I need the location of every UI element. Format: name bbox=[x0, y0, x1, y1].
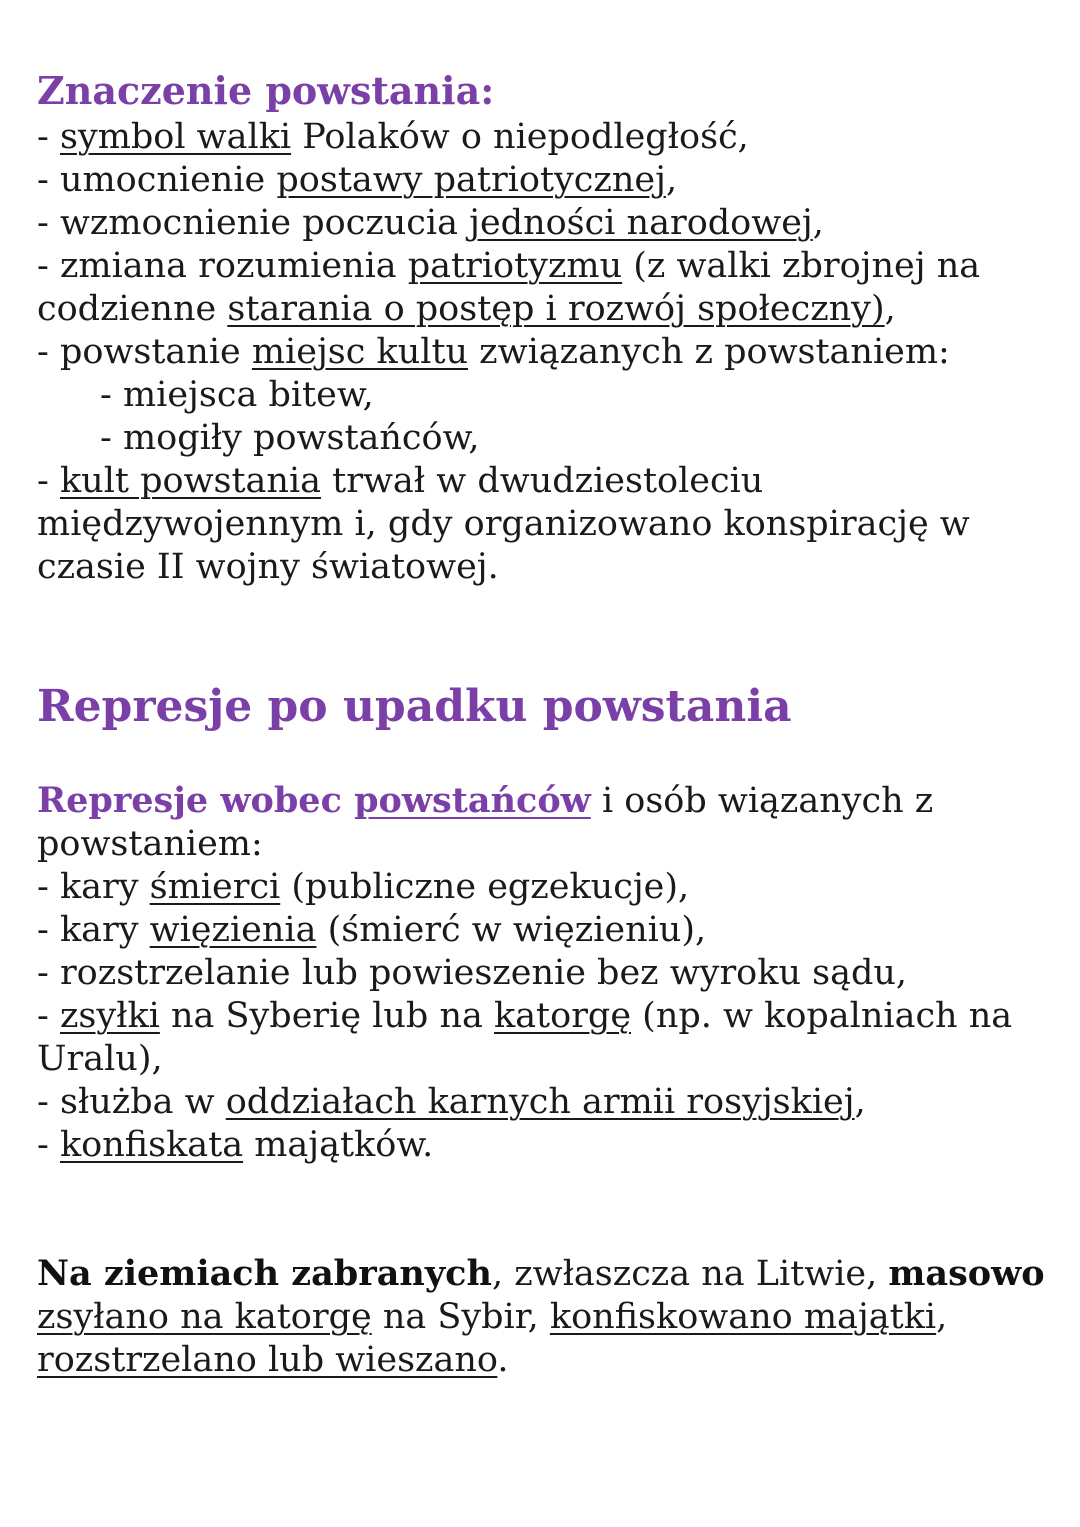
list-item: - zmiana rozumienia patriotyzmu (z walki zbrojnej na codzienne starania o postęp i rozwój społeczny), bbox=[37, 246, 981, 329]
list-item: - symbol walki Polaków o niepodległość, bbox=[37, 117, 749, 157]
list-item: - konfiskata majątków. bbox=[37, 1125, 434, 1165]
list-item: - rozstrzelanie lub powieszenie bez wyroku sądu, bbox=[37, 953, 908, 993]
list-item: - zsyłki na Syberię lub na katorgę (np. w kopalniach na Uralu), bbox=[37, 996, 1013, 1079]
list-item: - kary więzienia (śmierć w więzieniu), bbox=[37, 910, 707, 950]
document-page bbox=[37, 66, 1047, 1382]
list-item: - powstanie miejsc kultu związanych z powstaniem: bbox=[37, 332, 950, 372]
list-item: - kult powstania trwał w dwudziestoleciu międzywojennym i, gdy organizowano konspirację w czasie II wojny światowej. bbox=[37, 461, 970, 587]
annexed-lands-paragraph: Na ziemiach zabranych, zwłaszcza na Litwie, masowo zsyłano na katorgę na Sybir, konfiskowano majątki, rozstrzelano lub wieszano. bbox=[37, 1253, 1045, 1380]
list-item: - służba w oddziałach karnych armii rosyjskiej, bbox=[37, 1082, 866, 1122]
list-item: - wzmocnienie poczucia jedności narodowej, bbox=[37, 203, 824, 243]
sub-list-item: - mogiły powstańców, bbox=[100, 418, 480, 458]
sub-list-item: - miejsca bitew, bbox=[100, 375, 374, 415]
repressions-subtitle: Represje wobec powstańców i osób wiązanych z powstaniem: bbox=[37, 780, 934, 864]
significance-list bbox=[37, 116, 1047, 589]
section-title-repressions: Represje po upadku powstania bbox=[37, 681, 792, 732]
list-item: - kary śmierci (publiczne egzekucje), bbox=[37, 867, 690, 907]
repressions-block bbox=[37, 779, 1047, 1167]
list-item: - umocnienie postawy patriotycznej, bbox=[37, 160, 678, 200]
section-title-significance: Znaczenie powstania: bbox=[37, 68, 495, 113]
